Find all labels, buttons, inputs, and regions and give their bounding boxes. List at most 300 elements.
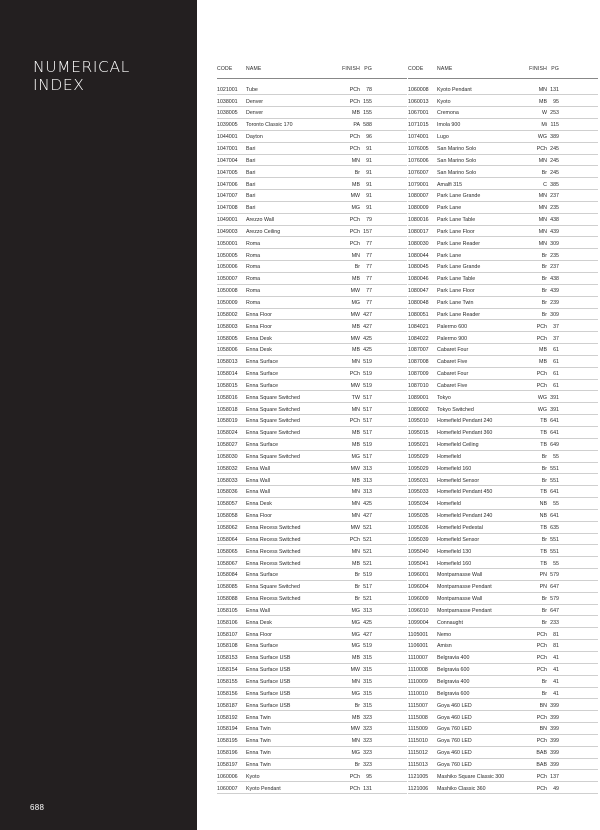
index-table-left bbox=[217, 66, 407, 794]
cell-pg: 427 bbox=[363, 631, 372, 638]
table-row bbox=[217, 131, 407, 143]
cell-name: Park Lane Reader bbox=[437, 240, 480, 247]
cell-code: 1058002 bbox=[217, 311, 238, 318]
cell-name: Cremona bbox=[437, 110, 459, 117]
cell-code: 1110009 bbox=[408, 678, 428, 685]
table-row bbox=[408, 486, 598, 498]
cell-pg: 137 bbox=[550, 773, 559, 780]
cell-pg: 641 bbox=[550, 489, 559, 496]
table-row bbox=[408, 356, 598, 368]
cell-name: Toronto Classic 170 bbox=[246, 122, 293, 129]
cell-pg: 77 bbox=[366, 288, 372, 295]
cell-name: Homefield 130 bbox=[437, 548, 472, 555]
cell-name: Enna Twin bbox=[246, 750, 271, 757]
cell-code: 1095021 bbox=[408, 442, 429, 449]
cell-name: Homefield bbox=[437, 501, 461, 508]
table-row bbox=[217, 309, 407, 321]
table-row bbox=[217, 332, 407, 344]
cell-pg: 385 bbox=[550, 181, 559, 188]
cell-finish: Br bbox=[541, 536, 547, 543]
cell-finish: MB bbox=[539, 347, 547, 354]
cell-code: 1058005 bbox=[217, 335, 238, 342]
table-row bbox=[217, 320, 407, 332]
cell-finish: BN bbox=[539, 702, 547, 709]
table-row bbox=[408, 616, 598, 628]
table-row bbox=[217, 427, 407, 439]
cell-pg: 91 bbox=[366, 193, 372, 200]
table-row bbox=[408, 297, 598, 309]
cell-code: 1050008 bbox=[217, 288, 238, 295]
cell-name: Park Lane bbox=[437, 205, 462, 212]
table-row bbox=[408, 427, 598, 439]
table-row bbox=[408, 463, 598, 475]
table-row bbox=[408, 155, 598, 167]
table-row bbox=[408, 285, 598, 297]
table-row bbox=[408, 107, 598, 119]
cell-name: San Marino Solo bbox=[437, 157, 477, 164]
cell-pg: 439 bbox=[550, 288, 559, 295]
cell-name: Homefield Pendant 240 bbox=[437, 513, 493, 520]
cell-pg: 237 bbox=[550, 193, 559, 200]
cell-name: Enna Recess Switched bbox=[246, 548, 301, 555]
cell-code: 1060013 bbox=[408, 98, 429, 105]
table-row bbox=[408, 143, 598, 155]
cell-pg: 427 bbox=[363, 311, 372, 318]
header-code: CODE bbox=[217, 66, 233, 72]
header-name: NAME bbox=[437, 66, 453, 72]
cell-name: Enna Twin bbox=[246, 726, 271, 733]
table-row bbox=[408, 522, 598, 534]
cell-code: 1080051 bbox=[408, 311, 429, 318]
cell-name: Tokyo Switched bbox=[437, 406, 474, 413]
cell-finish: MN bbox=[538, 228, 547, 235]
cell-pg: 41 bbox=[553, 667, 559, 674]
cell-finish: PCh bbox=[536, 631, 547, 638]
cell-name: Palermo 900 bbox=[437, 335, 468, 342]
cell-finish: MB bbox=[352, 276, 360, 283]
cell-pg: 399 bbox=[550, 738, 559, 745]
cell-code: 1084021 bbox=[408, 323, 429, 330]
cell-code: 1121005 bbox=[408, 773, 429, 780]
cell-name: Enna Floor bbox=[246, 513, 272, 520]
cell-pg: 41 bbox=[553, 678, 559, 685]
table-header bbox=[217, 66, 407, 79]
cell-name: Roma bbox=[246, 288, 261, 295]
cell-code: 1115007 bbox=[408, 702, 428, 709]
cell-name: Palermo 600 bbox=[437, 323, 468, 330]
table-row bbox=[217, 605, 407, 617]
cell-name: Bari bbox=[246, 169, 256, 176]
cell-name: Homefield Pedestal bbox=[437, 525, 483, 532]
table-row bbox=[217, 297, 407, 309]
index-table-right bbox=[408, 66, 598, 794]
table-row bbox=[217, 711, 407, 723]
header-name: NAME bbox=[246, 66, 262, 72]
cell-pg: 579 bbox=[550, 596, 559, 603]
cell-finish: MB bbox=[352, 655, 360, 662]
cell-code: 1049003 bbox=[217, 228, 238, 235]
cell-code: 1058108 bbox=[217, 643, 238, 650]
cell-code: 1095034 bbox=[408, 501, 429, 508]
cell-name: Enna Surface bbox=[246, 572, 279, 579]
cell-pg: 91 bbox=[366, 169, 372, 176]
cell-pg: 237 bbox=[550, 264, 559, 271]
cell-finish: TB bbox=[540, 442, 547, 449]
cell-code: 1058153 bbox=[217, 655, 238, 662]
cell-code: 1058006 bbox=[217, 347, 238, 354]
cell-finish: MN bbox=[538, 193, 547, 200]
cell-finish: MN bbox=[538, 86, 547, 93]
cell-finish: MW bbox=[350, 667, 360, 674]
cell-code: 1058057 bbox=[217, 501, 238, 508]
cell-finish: PCh bbox=[349, 240, 360, 247]
cell-finish: MW bbox=[350, 335, 360, 342]
cell-name: Enna Wall bbox=[246, 465, 270, 472]
cell-finish: MW bbox=[350, 465, 360, 472]
cell-finish: MB bbox=[352, 560, 360, 567]
cell-finish: NB bbox=[539, 501, 547, 508]
cell-code: 1095040 bbox=[408, 548, 429, 555]
cell-finish: Br bbox=[541, 607, 547, 614]
cell-pg: 399 bbox=[550, 750, 559, 757]
cell-finish: MN bbox=[351, 501, 360, 508]
cell-pg: 425 bbox=[363, 335, 372, 342]
table-row bbox=[408, 202, 598, 214]
cell-finish: MB bbox=[352, 714, 360, 721]
cell-finish: MW bbox=[350, 193, 360, 200]
cell-finish: PCh bbox=[536, 714, 547, 721]
table-row bbox=[408, 380, 598, 392]
cell-name: Bari bbox=[246, 193, 256, 200]
cell-name: Goya 460 LED bbox=[437, 750, 472, 757]
cell-code: 1115012 bbox=[408, 750, 428, 757]
cell-finish: TB bbox=[540, 489, 547, 496]
cell-finish: TB bbox=[540, 525, 547, 532]
table-row bbox=[408, 368, 598, 380]
cell-finish: MB bbox=[352, 110, 360, 117]
cell-finish: MN bbox=[351, 678, 360, 685]
cell-pg: 77 bbox=[366, 252, 372, 259]
cell-pg: 115 bbox=[550, 122, 559, 129]
cell-pg: 157 bbox=[363, 228, 372, 235]
cell-code: 1058030 bbox=[217, 453, 238, 460]
cell-name: Enna Desk bbox=[246, 335, 272, 342]
cell-name: San Marino Solo bbox=[437, 169, 477, 176]
table-row bbox=[217, 652, 407, 664]
cell-pg: 438 bbox=[550, 217, 559, 224]
cell-pg: 96 bbox=[366, 134, 372, 141]
table-row bbox=[217, 463, 407, 475]
header-pg: PG bbox=[364, 66, 372, 72]
cell-finish: TB bbox=[540, 548, 547, 555]
cell-finish: Br bbox=[541, 453, 547, 460]
cell-finish: MB bbox=[352, 181, 360, 188]
page-number: 688 bbox=[30, 803, 45, 812]
table-row bbox=[408, 474, 598, 486]
table-row bbox=[217, 237, 407, 249]
cell-pg: 551 bbox=[550, 465, 559, 472]
cell-name: Kyoto bbox=[437, 98, 451, 105]
cell-pg: 427 bbox=[363, 323, 372, 330]
table-row bbox=[408, 557, 598, 569]
cell-name: Homefield 160 bbox=[437, 465, 472, 472]
cell-pg: 399 bbox=[550, 726, 559, 733]
cell-finish: MG bbox=[351, 299, 360, 306]
cell-name: Enna Desk bbox=[246, 501, 272, 508]
cell-finish: MW bbox=[350, 726, 360, 733]
cell-code: 1121006 bbox=[408, 785, 429, 792]
table-row bbox=[408, 190, 598, 202]
table-row bbox=[408, 688, 598, 700]
table-row bbox=[217, 285, 407, 297]
cell-code: 1047001 bbox=[217, 146, 238, 153]
table-row bbox=[217, 415, 407, 427]
table-row bbox=[217, 569, 407, 581]
cell-name: Enna Recess Switched bbox=[246, 596, 301, 603]
cell-finish: PCh bbox=[349, 418, 360, 425]
cell-pg: 313 bbox=[363, 607, 372, 614]
cell-pg: 37 bbox=[553, 335, 559, 342]
cell-name: Enna Surface USB bbox=[246, 667, 291, 674]
cell-finish: MB bbox=[352, 347, 360, 354]
table-row bbox=[217, 747, 407, 759]
cell-name: Goya 760 LED bbox=[437, 738, 472, 745]
cell-pg: 323 bbox=[363, 738, 372, 745]
table-row bbox=[217, 735, 407, 747]
cell-finish: BAB bbox=[536, 750, 547, 757]
cell-name: Enna Twin bbox=[246, 761, 271, 768]
cell-code: 1060007 bbox=[217, 785, 238, 792]
cell-name: Roma bbox=[246, 252, 261, 259]
cell-name: Kyoto Pendant bbox=[246, 785, 281, 792]
cell-code: 1095033 bbox=[408, 489, 429, 496]
table-row bbox=[217, 391, 407, 403]
cell-finish: Br bbox=[354, 572, 360, 579]
cell-code: 1099004 bbox=[408, 619, 429, 626]
cell-name: Park Lane Grande bbox=[437, 264, 481, 271]
cell-pg: 519 bbox=[363, 643, 372, 650]
cell-pg: 551 bbox=[550, 548, 559, 555]
cell-code: 1058155 bbox=[217, 678, 238, 685]
table-row bbox=[217, 273, 407, 285]
table-row bbox=[217, 474, 407, 486]
table-row bbox=[217, 439, 407, 451]
table-row bbox=[408, 261, 598, 273]
cell-finish: MN bbox=[351, 738, 360, 745]
cell-name: Denver bbox=[246, 98, 264, 105]
cell-pg: 641 bbox=[550, 513, 559, 520]
cell-code: 1047007 bbox=[217, 193, 238, 200]
cell-pg: 517 bbox=[363, 584, 372, 591]
sidebar-panel bbox=[0, 0, 197, 830]
cell-name: Enna Recess Switched bbox=[246, 525, 301, 532]
cell-pg: 313 bbox=[363, 465, 372, 472]
cell-pg: 245 bbox=[550, 157, 559, 164]
cell-finish: Br bbox=[354, 761, 360, 768]
cell-finish: BN bbox=[539, 726, 547, 733]
cell-finish: MN bbox=[351, 252, 360, 259]
cell-finish: MN bbox=[538, 217, 547, 224]
cell-finish: MW bbox=[350, 311, 360, 318]
cell-pg: 519 bbox=[363, 442, 372, 449]
cell-name: Enna Twin bbox=[246, 714, 271, 721]
title-line-2: INDEX bbox=[33, 76, 85, 94]
cell-name: Montparnasse Pendant bbox=[437, 607, 492, 614]
cell-pg: 235 bbox=[550, 252, 559, 259]
cell-pg: 323 bbox=[363, 761, 372, 768]
cell-pg: 641 bbox=[550, 430, 559, 437]
cell-code: 1058065 bbox=[217, 548, 238, 555]
table-row bbox=[408, 498, 598, 510]
cell-code: 1039005 bbox=[217, 122, 238, 129]
cell-code: 1080030 bbox=[408, 240, 429, 247]
cell-name: Roma bbox=[246, 240, 261, 247]
cell-code: 1115009 bbox=[408, 726, 428, 733]
cell-code: 1105001 bbox=[408, 631, 429, 638]
table-row bbox=[408, 759, 598, 771]
cell-code: 1021001 bbox=[217, 86, 238, 93]
cell-pg: 399 bbox=[550, 714, 559, 721]
table-row bbox=[217, 249, 407, 261]
cell-finish: PCh bbox=[349, 134, 360, 141]
cell-code: 1058019 bbox=[217, 418, 238, 425]
cell-finish: Br bbox=[541, 596, 547, 603]
cell-pg: 61 bbox=[553, 371, 559, 378]
cell-finish: MN bbox=[351, 513, 360, 520]
cell-name: Roma bbox=[246, 264, 261, 271]
cell-code: 1047006 bbox=[217, 181, 238, 188]
cell-pg: 79 bbox=[366, 217, 372, 224]
cell-finish: Br bbox=[541, 169, 547, 176]
cell-finish: Br bbox=[541, 311, 547, 318]
cell-name: Enna Floor bbox=[246, 323, 272, 330]
cell-code: 1047005 bbox=[217, 169, 238, 176]
table-row bbox=[217, 770, 407, 782]
cell-name: Roma bbox=[246, 276, 261, 283]
cell-code: 1038005 bbox=[217, 110, 238, 117]
cell-pg: 95 bbox=[553, 98, 559, 105]
table-row bbox=[408, 770, 598, 782]
table-row bbox=[408, 593, 598, 605]
cell-name: Belgravia 400 bbox=[437, 678, 470, 685]
cell-finish: PCh bbox=[349, 773, 360, 780]
cell-name: Enna Square Switched bbox=[246, 406, 300, 413]
cell-code: 1096001 bbox=[408, 572, 429, 579]
cell-code: 1049001 bbox=[217, 217, 238, 224]
cell-pg: 95 bbox=[366, 773, 372, 780]
cell-finish: PN bbox=[539, 572, 547, 579]
cell-pg: 253 bbox=[550, 110, 559, 117]
table-row bbox=[408, 178, 598, 190]
cell-finish: Br bbox=[354, 702, 360, 709]
cell-name: Belgravia 600 bbox=[437, 667, 470, 674]
table-row bbox=[408, 403, 598, 415]
cell-code: 1058013 bbox=[217, 359, 238, 366]
table-row bbox=[217, 344, 407, 356]
cell-pg: 517 bbox=[363, 430, 372, 437]
cell-name: Enna Recess Switched bbox=[246, 536, 301, 543]
cell-name: Enna Surface USB bbox=[246, 702, 291, 709]
cell-code: 1047008 bbox=[217, 205, 238, 212]
table-row bbox=[408, 545, 598, 557]
cell-code: 1058058 bbox=[217, 513, 238, 520]
table-row bbox=[217, 403, 407, 415]
cell-pg: 588 bbox=[363, 122, 372, 129]
cell-pg: 389 bbox=[550, 134, 559, 141]
cell-finish: PCh bbox=[536, 738, 547, 745]
cell-name: Kyoto bbox=[246, 773, 260, 780]
cell-pg: 399 bbox=[550, 761, 559, 768]
cell-finish: MG bbox=[351, 690, 360, 697]
table-row bbox=[217, 486, 407, 498]
cell-code: 1076006 bbox=[408, 157, 429, 164]
cell-name: Enna Surface USB bbox=[246, 655, 291, 662]
cell-finish: PCh bbox=[349, 98, 360, 105]
cell-name: Park Lane Floor bbox=[437, 228, 475, 235]
table-row bbox=[217, 616, 407, 628]
cell-pg: 517 bbox=[363, 453, 372, 460]
cell-finish: MG bbox=[351, 607, 360, 614]
table-row bbox=[217, 380, 407, 392]
cell-code: 1110008 bbox=[408, 667, 428, 674]
cell-pg: 49 bbox=[553, 785, 559, 792]
cell-code: 1080047 bbox=[408, 288, 429, 295]
table-row bbox=[217, 178, 407, 190]
cell-finish: MB bbox=[539, 359, 547, 366]
cell-pg: 155 bbox=[363, 110, 372, 117]
cell-finish: MW bbox=[350, 525, 360, 532]
table-row bbox=[217, 84, 407, 96]
cell-name: Belgravia 400 bbox=[437, 655, 470, 662]
cell-code: 1076007 bbox=[408, 169, 429, 176]
cell-code: 1058107 bbox=[217, 631, 238, 638]
cell-pg: 315 bbox=[363, 655, 372, 662]
cell-finish: PCh bbox=[536, 335, 547, 342]
cell-pg: 245 bbox=[550, 169, 559, 176]
cell-pg: 519 bbox=[363, 371, 372, 378]
cell-pg: 61 bbox=[553, 347, 559, 354]
cell-pg: 323 bbox=[363, 726, 372, 733]
cell-code: 1080048 bbox=[408, 299, 429, 306]
cell-pg: 61 bbox=[553, 359, 559, 366]
cell-finish: MG bbox=[351, 750, 360, 757]
cell-code: 1080009 bbox=[408, 205, 429, 212]
cell-name: Arezzo Ceiling bbox=[246, 228, 281, 235]
table-row bbox=[408, 676, 598, 688]
cell-code: 1050005 bbox=[217, 252, 238, 259]
cell-finish: MG bbox=[351, 205, 360, 212]
cell-code: 1080046 bbox=[408, 276, 429, 283]
cell-pg: 78 bbox=[366, 86, 372, 93]
cell-finish: PA bbox=[353, 122, 360, 129]
table-row bbox=[217, 510, 407, 522]
cell-finish: WG bbox=[537, 394, 547, 401]
cell-code: 1058156 bbox=[217, 690, 238, 697]
cell-name: Park Lane bbox=[437, 252, 462, 259]
table-header bbox=[408, 66, 598, 79]
cell-pg: 647 bbox=[550, 607, 559, 614]
cell-code: 1058064 bbox=[217, 536, 238, 543]
cell-finish: W bbox=[542, 110, 547, 117]
cell-finish: MB bbox=[352, 323, 360, 330]
cell-code: 1058014 bbox=[217, 371, 238, 378]
cell-name: Enna Square Switched bbox=[246, 453, 300, 460]
cell-code: 1074001 bbox=[408, 134, 429, 141]
cell-name: Bari bbox=[246, 146, 256, 153]
cell-name: Tube bbox=[246, 86, 258, 93]
cell-code: 1087009 bbox=[408, 371, 429, 378]
table-row bbox=[217, 534, 407, 546]
